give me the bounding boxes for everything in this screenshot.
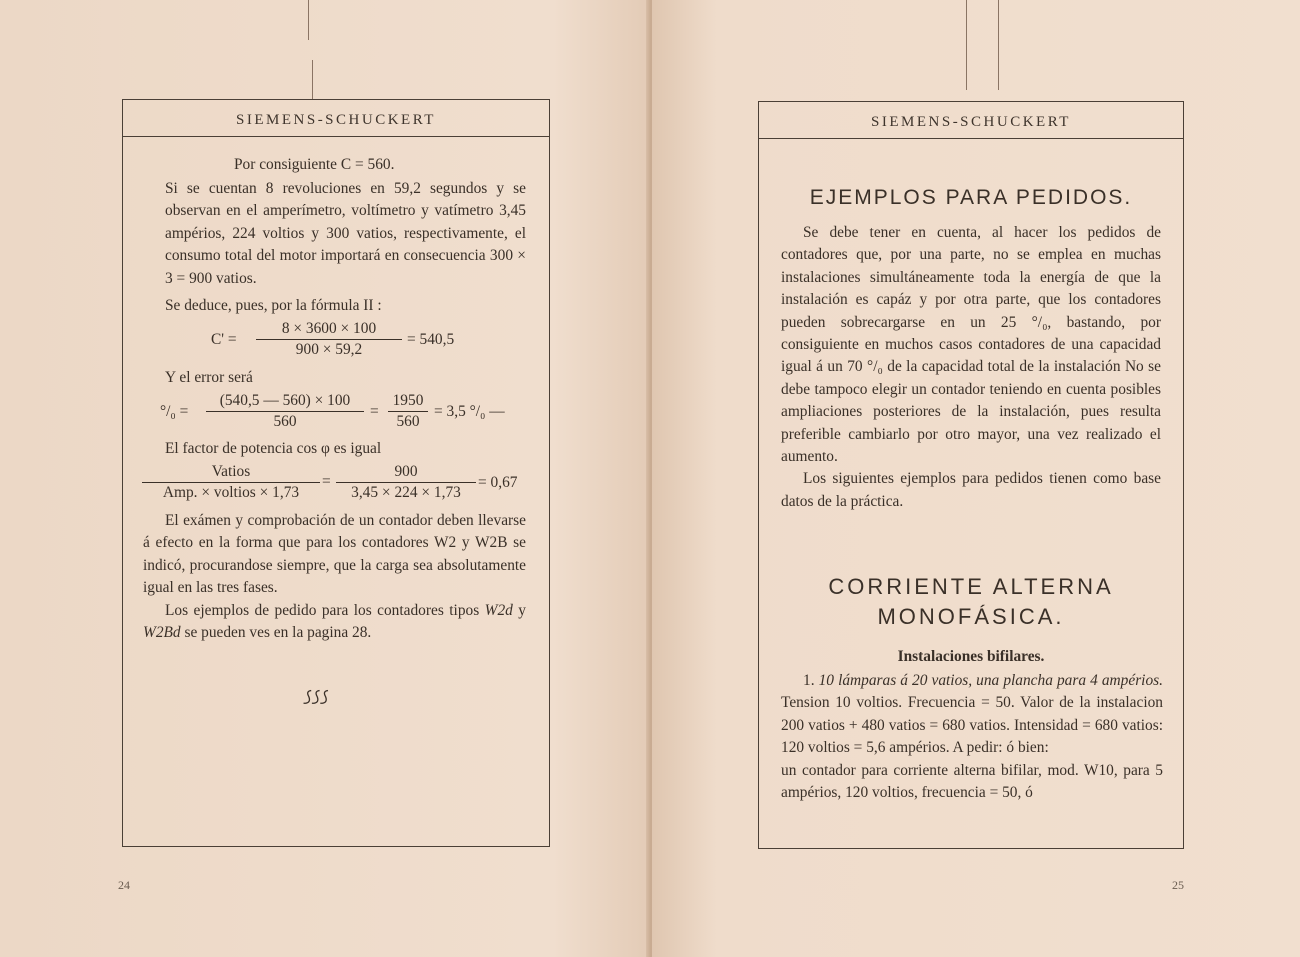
item1-rest: Tension 10 voltios. Frecuencia = 50. Valor de la instalacion 200 vatios + 480 vatios = 680 vatios. Intensidad = 680 vatios: 120 voltios = 5,6 ampérios. A pedir: ó bien: — [781, 694, 1163, 757]
left-para3: Y el error será — [165, 369, 253, 386]
subheading: Instalaciones bifilares. — [897, 648, 1045, 665]
item1-italic: 10 lámparas á 20 vatios, una plancha para 4 ampérios. — [818, 672, 1163, 689]
ornament: ꠹꠹꠹ — [306, 687, 332, 704]
eq3-denominator-1: Amp. × voltios × 1,73 — [162, 484, 300, 501]
para6-part-d: W2Bd — [143, 624, 181, 642]
eq2-denominator-2: 560 — [396, 413, 420, 430]
eq2-denominator-1: 560 — [273, 413, 297, 430]
para5-text: El exámen y comprobación de un contador deben llevarse á efecto en la forma que para los contadores W2 y W2B se indicó, procurandose siempre, que la carga sea absolutamente igual en las tres fases. — [143, 512, 526, 597]
eq2-lhs: °/₀ = — [160, 403, 189, 420]
eq3-denominator-2: 3,45 × 224 × 1,73 — [351, 484, 461, 501]
item1-line2: un contador para corriente alterna bifilar, mod. W10, para 5 ampérios, 120 voltios, frecuencia = 50, ó — [781, 761, 1163, 802]
eq1-lhs: C' = — [211, 331, 237, 348]
para6-part-a: Los ejemplos de pedido para los contadores tipos — [165, 601, 485, 619]
eq1-fraction — [256, 319, 402, 360]
left-para1 — [165, 178, 526, 290]
eq3-fraction-2 — [336, 462, 476, 503]
eq3-numerator-1: Vatios — [142, 462, 320, 483]
page-number-right: 25 — [1172, 878, 1184, 892]
right-body — [781, 222, 1161, 513]
eq1-rhs: = 540,5 — [407, 331, 455, 348]
eq2-numerator-1: (540,5 — 560) × 100 — [206, 391, 364, 412]
section-title-line2: MONOFÁSICA. — [877, 604, 1065, 629]
section-title-line1: CORRIENTE ALTERNA — [828, 574, 1114, 599]
eq2-fraction-2 — [388, 391, 428, 432]
eq2-rhs: = 3,5 °/₀ — — [434, 403, 505, 420]
right-para2: Los siguientes ejemplos para pedidos tienen como base datos de la práctica. — [781, 470, 1161, 510]
item1-text — [781, 670, 1163, 760]
para1-text: Si se cuentan 8 revoluciones en 59,2 segundos y se observan en el amperímetro, voltímetro y vatímetro 3,45 ampérios, 224 voltios y 300 vatios, respectivamente, el consumo total del motor importará en consecuencia 300 × 3 = 900 vatios. — [165, 180, 526, 287]
binding-thread — [966, 0, 967, 90]
right-title: EJEMPLOS PARA PEDIDOS. — [809, 186, 1133, 209]
eq3-rhs: = 0,67 — [478, 474, 518, 491]
right-header: SIEMENS-SCHUCKERT — [759, 102, 1183, 139]
eq3-fraction-1 — [142, 462, 320, 503]
para6-part-b: W2d — [484, 601, 513, 619]
binding-thread — [308, 0, 309, 40]
right-frame — [758, 101, 1184, 849]
item1-number: 1. — [803, 672, 819, 689]
para6-part-e: se pueden ves en la pagina 28. — [180, 624, 372, 642]
para6-text — [143, 600, 526, 645]
para6-part-c: y — [512, 601, 526, 619]
eq1-numerator: 8 × 3600 × 100 — [256, 319, 402, 340]
left-header: SIEMENS-SCHUCKERT — [123, 100, 549, 137]
eq3-equals: = — [322, 473, 331, 490]
binding-thread — [312, 60, 313, 100]
eq2-numerator-2: 1950 — [388, 391, 428, 412]
left-para4: El factor de potencia cos φ es igual — [165, 440, 382, 457]
page-number-left: 24 — [118, 878, 130, 892]
left-para5 — [143, 510, 526, 644]
eq2-equals: = — [370, 403, 379, 420]
eq2-fraction-1 — [206, 391, 364, 432]
eq1-denominator: 900 × 59,2 — [295, 341, 363, 358]
right-para1: Se debe tener en cuenta, al hacer los pedidos de contadores que, por una parte, no se emplea en muchas instalaciones simultáneamente toda la energía de que la instalación es capáz y por otra parte, que los contadores pueden sobrecargarse en un 25 °/₀, bastando, por consiguiente en muchos casos contadores de una capacidad igual á un 70 °/₀ de la capacidad total de la instalación No se debe tampoco elegir un contador teniendo en cuenta posibles ampliaciones posteriores de la instalación, pues resulta preferible cambiarlo por otro mayor, una vez realizado el aumento. — [781, 224, 1161, 466]
right-item1 — [781, 670, 1163, 804]
left-para2: Se deduce, pues, por la fórmula II : — [165, 297, 382, 314]
line-consiguiente: Por consiguiente C = 560. — [234, 156, 395, 173]
binding-thread — [998, 0, 999, 90]
eq3-numerator-2: 900 — [336, 462, 476, 483]
